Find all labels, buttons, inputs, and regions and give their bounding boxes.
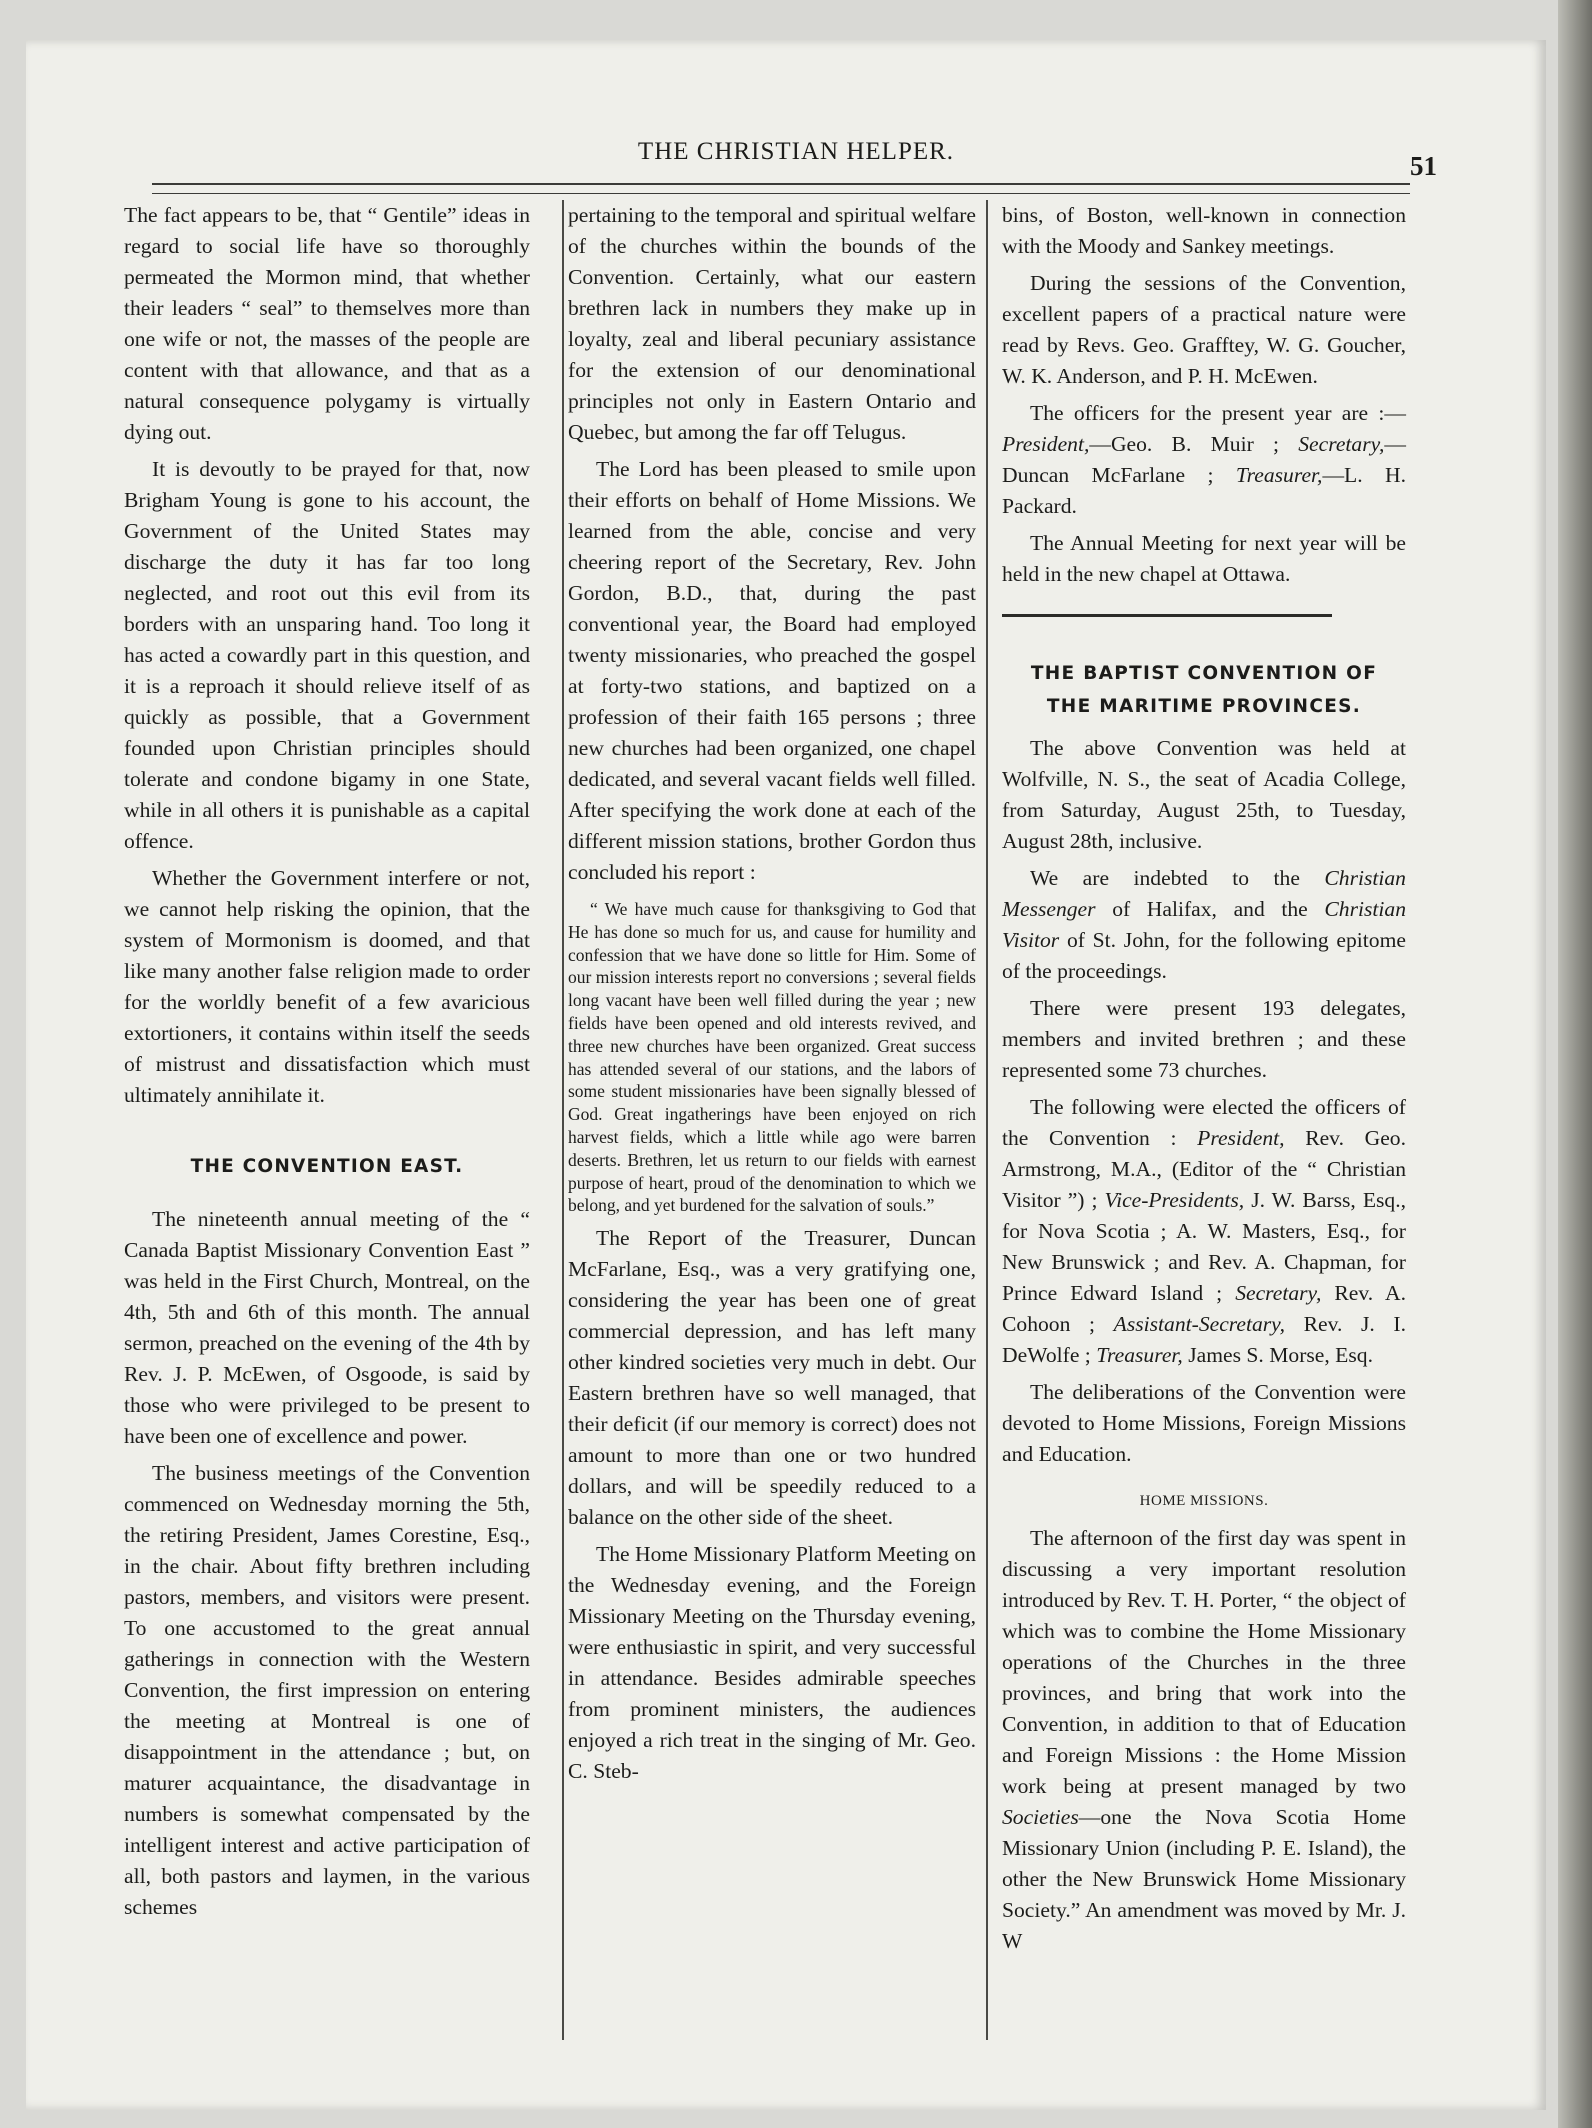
italic-label: Vice-Presidents, bbox=[1104, 1188, 1245, 1212]
column-divider-1 bbox=[562, 200, 564, 2040]
section-divider-rule bbox=[1002, 614, 1332, 617]
heading-line: THE BAPTIST CONVENTION OF bbox=[1030, 663, 1378, 684]
text-run: Rev. Geo. Armstrong, M.A., (Editor of the “ Christian Visitor ”) ; bbox=[1002, 1126, 1407, 1212]
paragraph: The Lord has been pleased to smile upon their efforts on behalf of Home Missions. We learned from the able, concise and very cheering report of the Secretary, Rev. John Gordon, B.D., that, during the past conventional year, the Board had employed twenty missionaries, who preached the gospel at forty-two stations, and baptized on a profession of their faith 165 persons ; three new churches had been organized, one chapel dedicated, and several vacant fields well filled. After specifying the work done at each of the different mission stations, brother Gordon thus concluded his report : bbox=[568, 457, 976, 884]
italic-label: Treasurer, bbox=[1235, 463, 1323, 487]
paragraph bbox=[1002, 863, 1406, 987]
quoted-report: “ We have much cause for thanksgiving to God that He has done so much for us, and cause for humility and confession that we have done so little for Him. Some of our mission interests report no conversions ; several fields long vacant have been well filled during the year ; new fields have been opened and old interests revived, and three new churches have been organized. Great success has attended several of our stations, and the labors of some student missionaries have been signally blessed of God. Great ingatherings have been enjoyed on rich harvest fields, which a little while ago were barren deserts. Brethren, let us return to our fields with earnest purpose of heart, proud of the denomination to which we belong, and yet burdened for the salvation of souls.” bbox=[568, 899, 976, 1216]
section-heading-convention-east: THE CONVENTION EAST. bbox=[190, 1156, 464, 1177]
text-run: The following were elected the officers of the Convention : bbox=[1002, 1095, 1406, 1150]
header-rule-thin bbox=[152, 193, 1410, 194]
paragraph: The deliberations of the Convention were devoted to Home Missions, Foreign Missions and Education. bbox=[1002, 1380, 1406, 1466]
text-run: Rev. A. Cohoon ; bbox=[1002, 1281, 1406, 1336]
text-run: of Halifax, and the bbox=[1112, 897, 1308, 921]
paragraph: The Report of the Treasurer, Duncan McFarlane, Esq., was a very gratifying one, considering the year has been one of great commercial depression, and has left many other kindred societies very much in debt. Our Eastern brethren have so well managed, that their deficit (if our memory is correct) does not amount to more than one or two hundred dollars, and will be speedily reduced to a balance on the other side of the sheet. bbox=[568, 1226, 976, 1530]
paragraph: bins, of Boston, well-known in connection with the Moody and Sankey meetings. bbox=[1002, 203, 1406, 258]
paragraph: Whether the Government interfere or not, we cannot help risking the opinion, that the system of Mormonism is doomed, and that like many another false religion made to order for the worldly benefit of a few avaricious extortioners, it contains within itself the seeds of mistrust and dissatisfaction which must ultimately annihilate it. bbox=[124, 866, 530, 1107]
italic-word: Societies bbox=[1002, 1805, 1079, 1829]
paragraph: During the sessions of the Convention, excellent papers of a practical nature were read by Revs. Geo. Grafftey, W. G. Goucher, W. K. Anderson, and P. H. McEwen. bbox=[1002, 271, 1406, 388]
italic-title: Christian Messenger bbox=[1002, 866, 1406, 921]
text-run: —Geo. B. Muir ; bbox=[1089, 432, 1280, 456]
text-run: The afternoon of the first day was spent in discussing a very important resolution introduced by Rev. T. H. Porter, “ the object of which was to combine the Home Missionary operations of the Churches in the three provinces, and bring that work into the Convention, in addition to that of Education and Foreign Missions : the Home Mission work being at present managed by two bbox=[1002, 1526, 1406, 1798]
italic-label: Treasurer, bbox=[1096, 1343, 1183, 1367]
text-run: J. W. Barss, Esq., for Nova Scotia ; A. W. Masters, Esq., for New Brunswick ; and Rev. A. Chapman, for Prince Edward Island ; bbox=[1002, 1188, 1407, 1305]
italic-label: President, bbox=[1197, 1126, 1285, 1150]
subheading-home-missions: HOME MISSIONS. bbox=[1139, 1493, 1269, 1509]
text-run: of St. John, for the following epitome of the proceedings. bbox=[1002, 928, 1406, 983]
page-number: 51 bbox=[1410, 151, 1437, 181]
text-run: We are indebted to the bbox=[1030, 866, 1300, 890]
paragraph: The above Convention was held at Wolfville, N. S., the seat of Acadia College, from Saturday, August 25th, to Tuesday, August 28th, inclusive. bbox=[1002, 736, 1406, 853]
italic-title: Christian Visitor bbox=[1002, 897, 1407, 952]
italic-label: Assistant-Secretary, bbox=[1113, 1312, 1285, 1336]
text-run: —L. H. Packard. bbox=[1002, 463, 1407, 518]
paragraph: There were present 193 delegates, members and invited brethren ; and these represented some 73 churches. bbox=[1002, 996, 1406, 1082]
running-header-title: THE CHRISTIAN HELPER. bbox=[637, 138, 955, 165]
heading-line: THE MARITIME PROVINCES. bbox=[1046, 696, 1362, 717]
book-spine-edge bbox=[1558, 0, 1592, 2128]
officers-paragraph bbox=[1002, 1092, 1406, 1371]
paragraph: The Annual Meeting for next year will be held in the new chapel at Ottawa. bbox=[1002, 531, 1406, 586]
text-run: — Duncan McFarlane ; bbox=[1002, 432, 1406, 487]
column-2 bbox=[568, 200, 976, 1787]
column-divider-2 bbox=[986, 200, 988, 2040]
paragraph: The business meetings of the Convention commenced on Wednesday morning the 5th, the retiring President, James Corestine, Esq., in the chair. About fifty brethren including pastors, members, and visitors were present. To one accustomed to the great annual gatherings in connection with the Western Convention, the first impression on entering the meeting at Montreal is one of disappointment in the attendance ; but, on maturer acquaintance, the disadvantage in numbers is somewhat compensated by the intelligent interest and active participation of all, both pastors and laymen, in the various schemes bbox=[124, 1461, 530, 1919]
paragraph: It is devoutly to be prayed for that, now Brigham Young is gone to his account, the Government of the United States may discharge the duty it has far too long neglected, and root out this evil from its borders with an unsparing hand. Too long it has acted a cowardly part in this question, and it is a reproach it should relieve itself of as quickly as possible, that a Government founded upon Christian principles should tolerate and condone bigamy in one State, while in all others it is punishable as a capital offence. bbox=[124, 457, 530, 853]
officers-paragraph bbox=[1002, 398, 1406, 522]
text-run: The officers for the present year are :— bbox=[1030, 401, 1406, 425]
paragraph: The nineteenth annual meeting of the “ Canada Baptist Missionary Convention East ” was held in the First Church, Montreal, on the 4th, 5th and 6th of this month. The annual sermon, preached on the evening of the 4th by Rev. J. P. McEwen, of Osgoode, is said by those who were privileged to be present to have been one of excellence and power. bbox=[124, 1207, 530, 1448]
text-run: James S. Morse, Esq. bbox=[1188, 1343, 1373, 1367]
paragraph: The fact appears to be, that “ Gentile” ideas in regard to social life have so thoroughly permeated the Mormon mind, that whether their leaders “ seal” to themselves more than one wife or not, the masses of the people are content with that allowance, and that as a natural consequence polygamy is virtually dying out. bbox=[124, 203, 530, 444]
section-heading-maritime bbox=[1002, 657, 1406, 723]
italic-label: Secretary, bbox=[1298, 432, 1385, 456]
paragraph: The Home Missionary Platform Meeting on the Wednesday evening, and the Foreign Missionary Meeting on the Thursday evening, were enthusiastic in spirit, and very successful in attendance. Besides admirable speeches from prominent ministers, the audiences enjoyed a rich treat in the singing of Mr. Geo. C. Steb- bbox=[568, 1542, 976, 1784]
paragraph bbox=[1002, 1523, 1406, 1957]
column-3 bbox=[1002, 200, 1406, 1957]
column-1 bbox=[124, 200, 530, 1923]
header-rule-thick bbox=[152, 183, 1410, 185]
italic-label: Secretary, bbox=[1235, 1281, 1322, 1305]
paragraph: pertaining to the temporal and spiritual welfare of the churches within the bounds of the Convention. Certainly, what our eastern brethren lack in numbers they make up in loyalty, zeal and liberal pecuniary assistance for the extension of our denominational principles not only in Eastern Ontario and Quebec, but among the far off Telugus. bbox=[568, 203, 976, 444]
text-run: —one the Nova Scotia Home Missionary Union (including P. E. Island), the other the New Brunswick Home Missionary Society.” An amendment was moved by Mr. J. W bbox=[1002, 1805, 1406, 1953]
italic-label: President, bbox=[1002, 432, 1090, 456]
text-run: Rev. J. I. DeWolfe ; bbox=[1002, 1312, 1406, 1367]
